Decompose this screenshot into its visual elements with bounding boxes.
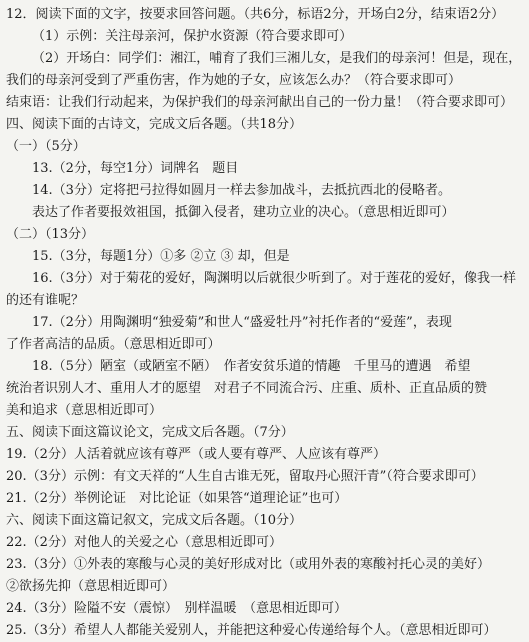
- text-line: 结束语：让我们行动起来，为保护我们的母亲河献出自己的一份力量！（符合要求即可）: [6, 95, 514, 110]
- text-line: （2）开场白：同学们：湘江，哺育了我们三湘儿女，是我们的母亲河！但是，现在，: [32, 51, 522, 66]
- text-line: 15.（3分，每题1分）①多 ②立 ③ 却，但是: [32, 249, 290, 264]
- text-line: ②欲扬先抑（意思相近即可）: [6, 579, 176, 594]
- text-line: 统治者识别人才、重用人才的愿望 对君子不同流合污、庄重、质朴、正直品质的赞: [6, 381, 488, 396]
- text-line: 12．阅读下面的文字，按要求回答问题。（共6分，标语2分，开场白2分，结束语2分）: [6, 7, 505, 22]
- text-line: 六、阅读下面这篇记叙文，完成文后各题。（10分）: [6, 513, 303, 528]
- text-line: 四、阅读下面的古诗文，完成文后各题。（共18分）: [6, 117, 303, 132]
- text-line: （二）（13分）: [6, 227, 95, 242]
- text-line: 14.（3分）定将把弓拉得如圆月一样去参加战斗，去抵抗西北的侵略者。: [32, 183, 451, 198]
- text-line: （1）示例：关注母亲河，保护水资源（符合要求即可）: [32, 29, 353, 44]
- text-line: 五、阅读下面这篇议论文，完成文后各题。（7分）: [6, 425, 294, 440]
- text-line: 美和追求（意思相近即可）: [6, 403, 163, 418]
- text-line: 21.（2分）举例论证 对比论证（如果答“道理论证”也可）: [6, 491, 348, 506]
- text-line: 的还有谁呢？: [6, 293, 85, 308]
- text-line: 表达了作者要报效祖国，抵御入侵者，建功立业的决心。（意思相近即可）: [32, 205, 455, 220]
- text-line: 24.（3分）险隘不安（震惊） 别样温暖 （意思相近即可）: [6, 601, 347, 616]
- text-line: 22.（2分）对他人的关爱之心（意思相近即可）: [6, 535, 282, 550]
- text-line: （一）（5分）: [6, 139, 86, 154]
- text-line: 18.（5分）陋室（或陋室不陋） 作者安贫乐道的情趣 千里马的遭遇 希望: [32, 359, 471, 374]
- text-line: 了作者高洁的品质。（意思相近即可）: [6, 337, 221, 352]
- text-line: 25.（3分）希望人人都能关爱别人，并能把这种爱心传递给每个人。（意思相近即可）: [6, 623, 497, 638]
- text-line: 20.（3分）示例：有文天祥的“人生自古谁无死，留取丹心照汗青”（符合要求即可）: [6, 469, 484, 484]
- text-line: 16.（3分）对于菊花的爱好，陶渊明以后就很少听到了。对于莲花的爱好，像我一样: [32, 271, 516, 286]
- text-line: 19.（2分）人活着就应该有尊严（或人要有尊严、人应该有尊严）: [6, 447, 386, 462]
- text-line: 我们的母亲河受到了严重伤害，作为她的子女，应该怎么办？（符合要求即可）: [6, 73, 462, 88]
- text-line: 17.（2分）用陶渊明“独爱菊”和世人“盛爱牡丹”衬托作者的“爱莲”，表现: [32, 315, 452, 330]
- text-line: 13.（2分，每空1分）词牌名 题目: [32, 161, 239, 176]
- text-line: 23.（3分）①外表的寒酸与心灵的美好形成对比（或用外表的寒酸衬托心灵的美好）: [6, 557, 490, 572]
